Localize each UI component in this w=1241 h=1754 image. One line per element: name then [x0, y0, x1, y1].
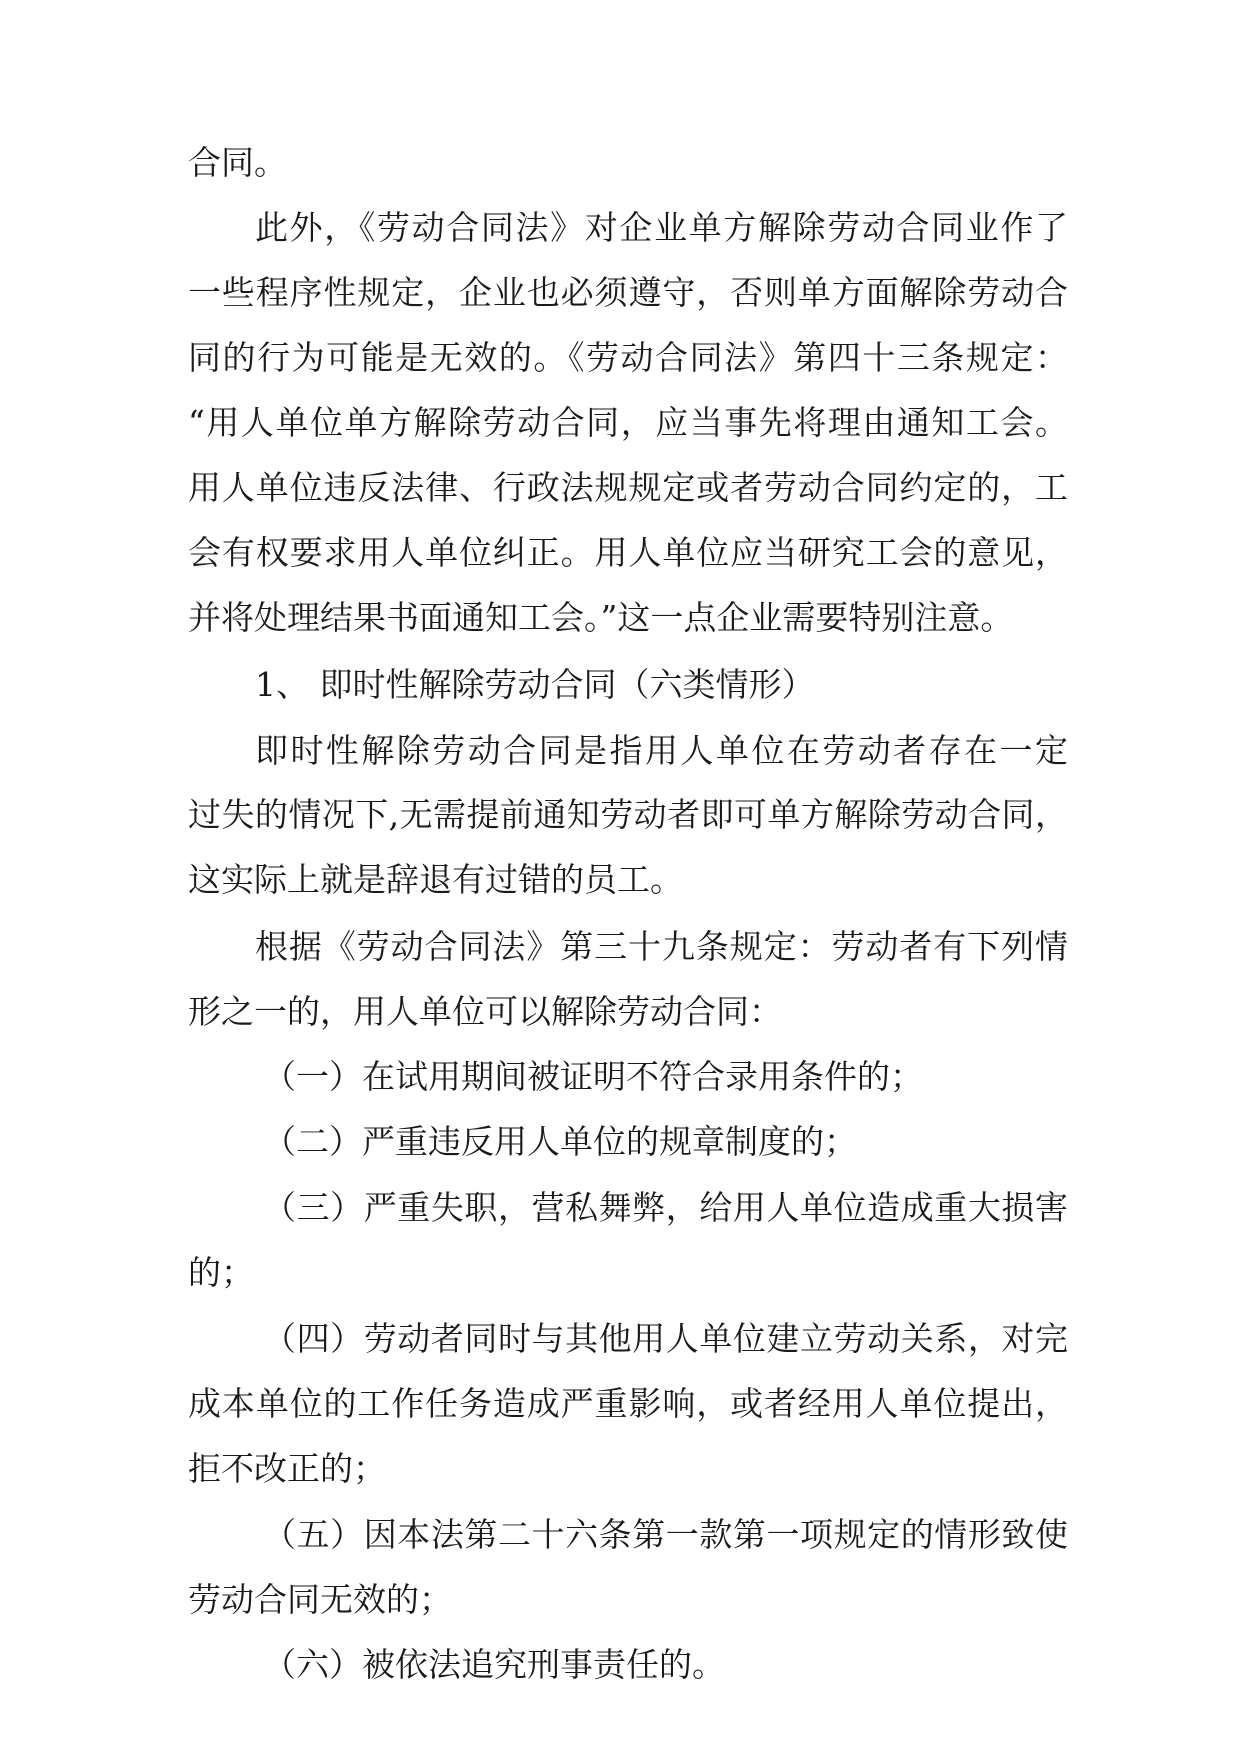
list-item: （四）劳动者同时与其他用人单位建立劳动关系，对完 [263, 1319, 1068, 1358]
paragraph-line: 这实际上就是辞退有过错的员工。 [188, 860, 683, 899]
paragraph-line: 即时性解除劳动合同是指用人单位在劳动者存在一定 [255, 731, 1068, 770]
list-item-continuation: 拒不改正的； [188, 1449, 386, 1488]
list-item-continuation: 劳动合同无效的； [188, 1580, 452, 1619]
list-item: （二）严重违反用人单位的规章制度的； [263, 1122, 857, 1161]
list-item: （三）严重失职，营私舞弊，给用人单位造成重大损害 [263, 1188, 1068, 1227]
list-item-continuation: 成本单位的工作任务造成严重影响，或者经用人单位提出， [188, 1384, 1068, 1423]
paragraph-line: 会有权要求用人单位纠正。用人单位应当研究工会的意见， [188, 533, 1068, 572]
paragraph-line: 一些程序性规定，企业也必须遵守，否则单方面解除劳动合 [188, 273, 1068, 312]
paragraph-line: “用人单位单方解除劳动合同，应当事先将理由通知工会。 [188, 403, 1068, 442]
paragraph-line: 此外，《劳动合同法》对企业单方解除劳动合同业作了 [255, 208, 1068, 247]
list-item: （一）在试用期间被证明不符合录用条件的； [263, 1057, 923, 1096]
paragraph-line: 过失的情况下,无需提前通知劳动者即可单方解除劳动合同， [188, 795, 1068, 834]
section-heading: 1、 即时性解除劳动合同（六类情形） [255, 665, 815, 704]
list-item: （五）因本法第二十六条第一款第一项规定的情形致使 [263, 1515, 1068, 1554]
list-item-continuation: 的； [188, 1253, 254, 1292]
paragraph-line: 用人单位违反法律、行政法规规定或者劳动合同约定的，工 [188, 468, 1068, 507]
text-line: 合同。 [188, 143, 287, 182]
list-item: （六）被依法追究刑事责任的。 [263, 1645, 725, 1684]
paragraph-line: 根据《劳动合同法》第三十九条规定：劳动者有下列情 [255, 927, 1068, 966]
paragraph-line: 同的行为可能是无效的。《劳动合同法》第四十三条规定： [188, 338, 1068, 377]
paragraph-line: 并将处理结果书面通知工会。”这一点企业需要特别注意。 [188, 598, 1014, 637]
paragraph-line: 形之一的，用人单位可以解除劳动合同： [188, 992, 782, 1031]
